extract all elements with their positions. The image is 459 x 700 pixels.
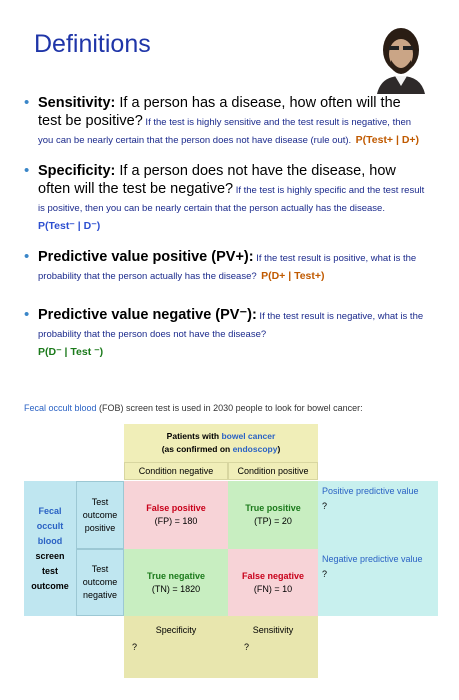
test-outcome-positive: Test outcome positive <box>76 481 124 549</box>
npv-cell: Negative predictive value ? <box>318 549 438 616</box>
condition-positive-header: Condition positive <box>228 462 318 480</box>
portrait-image <box>371 20 431 94</box>
page-title: Definitions <box>34 30 151 58</box>
intro-text: Fecal occult blood (FOB) screen test is used in 2030 people to look for bowel cancer: <box>24 403 363 413</box>
row-title: Fecal occult blood screen test outcome <box>24 481 76 616</box>
bullet-npv: • Predictive value negative (PV⁻): If the test result is negative, what is the probability that the person does not have the disease? P(D⁻ | Test ⁻) <box>24 306 426 360</box>
false-positive-cell: False positive (FP) = 180 <box>124 481 228 549</box>
test-outcome-negative: Test outcome negative <box>76 549 124 616</box>
bullet-ppv: • Predictive value positive (PV+): If the test result is positive, what is the probability that the person actually has the disease? P(D+ | Test+) <box>24 248 426 284</box>
true-positive-cell: True positive (TP) = 20 <box>228 481 318 549</box>
ppv-cell: Positive predictive value ? <box>318 481 438 549</box>
true-negative-cell: True negative (TN) = 1820 <box>124 549 228 616</box>
specificity-cell: Specificity ? <box>124 616 228 678</box>
sensitivity-cell: Sensitivity ? <box>228 616 318 678</box>
condition-negative-header: Condition negative <box>124 462 228 480</box>
table-header: Patients with bowel cancer (as confirmed on endoscopy) <box>124 424 318 462</box>
false-negative-cell: False negative (FN) = 10 <box>228 549 318 616</box>
bullet-specificity: • Specificity: If a person does not have the disease, how often will the test be negative? If the test is highly specific and the test result is positive, then you can be nearly certain that the person actually has the disease. P(Test⁻ | D⁻) <box>24 162 426 234</box>
bullet-sensitivity: • Sensitivity: If a person has a disease, how often will the test be positive? If the test is highly sensitive and the test result is negative, then you can be nearly certain that the person does not have disease (rule out). P(Test+ | D+) <box>24 94 426 148</box>
